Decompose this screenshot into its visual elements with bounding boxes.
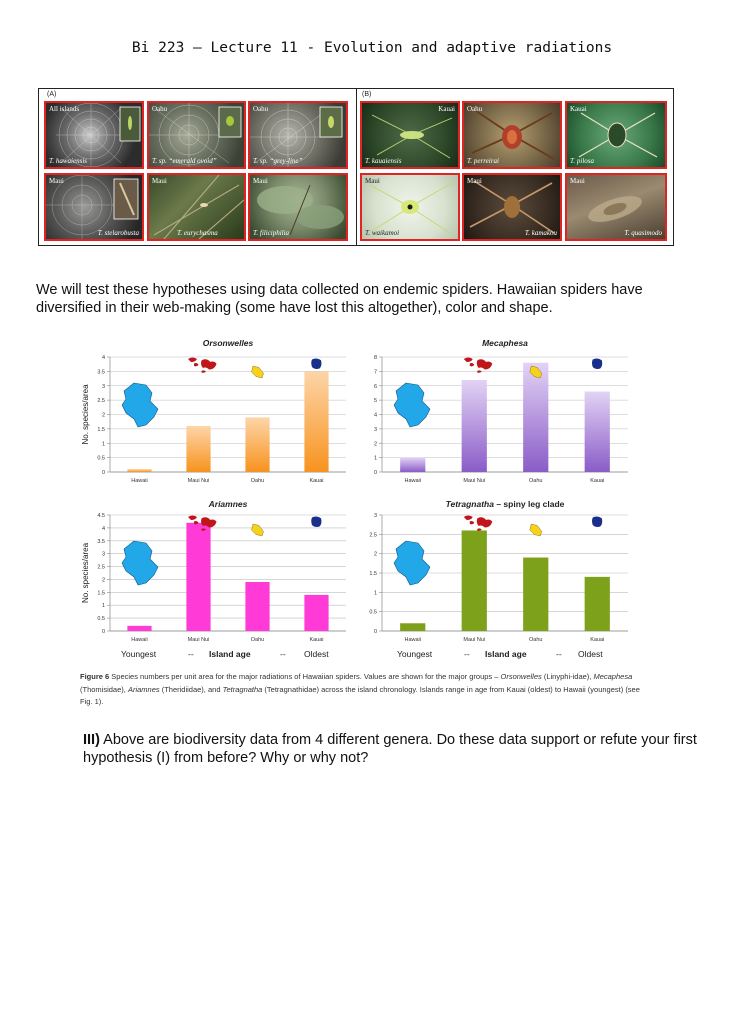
- kauai-shape: [311, 517, 321, 527]
- bar-maui-nui: [462, 380, 487, 472]
- y-tick-label: 1: [101, 603, 105, 610]
- tile-location: Kauai: [438, 105, 455, 113]
- y-tick-label: 2.5: [97, 564, 105, 571]
- photo-tile: [44, 101, 144, 169]
- label-youngest: Youngest: [121, 649, 157, 659]
- maui-shape: [477, 517, 493, 527]
- kauai-shape: [311, 359, 321, 369]
- bar-hawaii: [127, 469, 151, 472]
- y-tick-label: 0: [101, 470, 105, 476]
- lanai-shape: [470, 363, 475, 366]
- label-dash: --: [188, 649, 194, 659]
- kauai-island-icon: [311, 517, 321, 527]
- caption-genus: Mecaphesa: [593, 672, 633, 681]
- bar-hawaii: [400, 458, 425, 472]
- photo-tile: [147, 173, 246, 241]
- panel-a-label: (A): [47, 91, 57, 98]
- maui-island-icon: [464, 358, 493, 373]
- tile-location: All islands: [49, 105, 80, 113]
- chart-panel: [374, 338, 628, 484]
- tile-location: Maui: [253, 177, 268, 185]
- kauai-shape: [592, 359, 602, 369]
- chart-title: Mecaphesa: [482, 338, 528, 348]
- figure-6-charts: [70, 330, 670, 666]
- molokai-shape: [464, 358, 473, 363]
- bar-hawaii: [400, 623, 425, 631]
- tile-species: T. kamakou: [524, 229, 557, 237]
- x-tick-label: Kauai: [590, 478, 605, 484]
- tile-species: T. hawaiensis: [49, 157, 87, 165]
- page-title: Bi 223 – Lecture 11 - Evolution and adaptive radiations: [131, 40, 613, 56]
- tile-location: Oahu: [152, 105, 168, 113]
- bar-kauai: [585, 577, 610, 631]
- photo-tile: [248, 173, 348, 241]
- bar-kauai: [304, 595, 328, 631]
- y-axis-label: No. species/area: [81, 542, 90, 604]
- body-paragraph: We will test these hypotheses using data collected on endemic spiders. Hawaiian spiders have diversified in their web-making (some have lost this altogether), color and shape.: [36, 282, 643, 316]
- x-tick-label: Oahu: [529, 478, 543, 484]
- y-tick-label: 0: [373, 470, 377, 476]
- label-dash: --: [280, 649, 286, 659]
- photo-tile: [248, 101, 348, 169]
- photo-tile: [462, 101, 562, 169]
- question-iii: [83, 731, 703, 767]
- chart-title: Orsonwelles: [202, 338, 254, 348]
- y-tick-label: 1: [373, 590, 377, 597]
- tile-species: T. stelarobusta: [97, 229, 139, 237]
- x-tick-label: Oahu: [250, 637, 265, 643]
- x-tick-label: Oahu: [250, 478, 265, 484]
- y-tick-label: 0.5: [97, 455, 105, 462]
- hawaii-island-icon: [394, 383, 430, 427]
- caption-text: (Linyphi-idae),: [541, 672, 594, 681]
- bar-oahu: [523, 363, 548, 472]
- tile-location: Maui: [570, 177, 585, 185]
- label-island-age: Island age: [209, 649, 251, 659]
- y-tick-label: 1: [101, 441, 105, 448]
- tile-species: T. sp. “grey-line”: [253, 157, 303, 165]
- x-tick-label: Maui Nui: [187, 478, 210, 484]
- panel-b-label: (B): [362, 91, 372, 98]
- molokai-shape: [188, 516, 197, 521]
- lanai-shape: [194, 363, 199, 366]
- hawaii-island-icon: [394, 541, 430, 585]
- x-tick-label: Oahu: [529, 637, 543, 643]
- tile-species: T. pilosa: [570, 157, 594, 165]
- y-tick-label: 3: [101, 551, 105, 558]
- chart-panel: [369, 499, 628, 643]
- kauai-island-icon: [592, 359, 602, 369]
- bar-maui-nui: [186, 426, 210, 472]
- lanai-shape: [470, 521, 475, 524]
- hawaii-island-shape: [122, 541, 158, 585]
- kauai-shape: [592, 517, 602, 527]
- molokai-shape: [188, 358, 197, 363]
- x-tick-label: Hawaii: [404, 478, 422, 484]
- tile-species: T. quasimodo: [624, 229, 662, 237]
- tile-species: T. waikamoi: [365, 229, 400, 237]
- label-dash: --: [556, 649, 562, 659]
- x-tick-label: Maui Nui: [187, 637, 210, 643]
- caption-genus: Tetragnatha: [222, 684, 263, 694]
- hawaii-island-shape: [394, 541, 430, 585]
- tile-location: Kauai: [570, 105, 587, 113]
- photo-tile: [462, 173, 562, 241]
- x-tick-label: Kauai: [590, 637, 605, 643]
- y-tick-label: 2.5: [97, 398, 105, 405]
- y-tick-label: 2: [101, 412, 105, 419]
- oahu-shape: [252, 524, 264, 536]
- y-tick-label: 3.5: [97, 538, 105, 545]
- bar-oahu: [245, 582, 269, 631]
- x-tick-label: Kauai: [309, 478, 324, 484]
- photo-tile: [147, 101, 246, 169]
- y-tick-label: 1: [373, 455, 377, 462]
- question-label: III): [83, 732, 100, 748]
- y-tick-label: 6: [373, 383, 377, 390]
- y-tick-label: 3.5: [97, 369, 105, 376]
- y-tick-label: 4: [373, 412, 377, 419]
- y-tick-label: 7: [373, 369, 377, 376]
- y-tick-label: 0.5: [97, 616, 105, 623]
- bar-oahu: [523, 558, 548, 631]
- chart-title: Ariamnes: [208, 499, 248, 509]
- maui-shape: [201, 359, 217, 369]
- maui-shape: [477, 359, 493, 369]
- kahoolawe-shape: [477, 528, 482, 530]
- maui-island-icon: [464, 516, 493, 531]
- question-text: Above are biodiversity data from 4 different genera. Do these data support or refute your first hypothesis (I) from before? Why or why not?: [83, 732, 697, 766]
- tile-location: Maui: [49, 177, 64, 185]
- photo-tile: [360, 173, 460, 241]
- y-tick-label: 2.5: [369, 532, 377, 539]
- tile-location: Maui: [467, 177, 482, 185]
- molokai-shape: [464, 516, 473, 521]
- photo-tile: [44, 173, 144, 241]
- bar-maui-nui: [186, 523, 210, 631]
- bar-kauai: [585, 392, 610, 473]
- y-tick-label: 5: [373, 398, 377, 405]
- y-tick-label: 4: [101, 525, 105, 532]
- photo-tile: [360, 101, 460, 169]
- tile-location: Oahu: [253, 105, 269, 113]
- hawaii-island-shape: [394, 383, 430, 427]
- tile-location: Maui: [365, 177, 380, 185]
- x-tick-label: Maui Nui: [463, 637, 486, 643]
- y-tick-label: 3: [373, 513, 377, 519]
- y-tick-label: 1.5: [97, 590, 105, 597]
- tile-location: Maui: [152, 177, 167, 185]
- hawaii-island-shape: [122, 383, 158, 427]
- caption-text: (Thomisidae),: [80, 684, 128, 694]
- label-oldest: Oldest: [578, 649, 603, 659]
- label-youngest: Youngest: [397, 649, 433, 659]
- bar-maui-nui: [462, 530, 487, 631]
- bar-oahu: [245, 417, 269, 472]
- y-tick-label: 3: [373, 426, 377, 433]
- caption-text: Species numbers per unit area for the major radiations of Hawaiian spiders. Values are shown for the major groups –: [109, 672, 501, 681]
- bar-kauai: [304, 371, 328, 472]
- maui-island-icon: [188, 358, 217, 373]
- hawaii-island-icon: [122, 383, 158, 427]
- y-tick-label: 2: [373, 551, 377, 558]
- kauai-island-icon: [311, 359, 321, 369]
- y-tick-label: 1.5: [97, 426, 105, 433]
- caption-text: (Theridiidae), and: [159, 684, 223, 694]
- caption-label: Figure 6: [80, 672, 110, 681]
- chart-panel: [81, 338, 346, 484]
- x-tick-label: Hawaii: [131, 478, 148, 484]
- bar-hawaii: [127, 626, 151, 631]
- hawaii-island-icon: [122, 541, 158, 585]
- tile-species: T. perreirai: [467, 157, 499, 165]
- caption-genus: Ariamnes: [127, 684, 160, 694]
- y-tick-label: 4.5: [97, 513, 105, 519]
- caption-text: (Tetragnathidae) across the island chronology. Islands range in age from Kauai (oldest) to Hawaii (youngest) (see Fig. 1).: [80, 684, 640, 706]
- chart-title: Tetragnatha – spiny leg clade: [445, 499, 565, 509]
- y-tick-label: 2: [101, 577, 105, 584]
- label-oldest: Oldest: [304, 649, 329, 659]
- tile-species: T. sp. “emerald ovoid”: [152, 157, 217, 165]
- kahoolawe-shape: [202, 370, 207, 372]
- y-tick-label: 0: [373, 629, 377, 635]
- photo-tile: [565, 173, 667, 241]
- y-tick-label: 0.5: [369, 609, 377, 616]
- x-tick-label: Hawaii: [404, 637, 422, 643]
- x-tick-label: Hawaii: [131, 637, 148, 643]
- oahu-island-icon: [252, 524, 264, 536]
- y-tick-label: 3: [101, 383, 105, 390]
- tile-species: T. eurychasma: [177, 229, 218, 237]
- tile-location: Oahu: [467, 105, 483, 113]
- chart-title-suffix: – spiny leg clade: [493, 499, 565, 509]
- x-tick-label: Maui Nui: [463, 478, 486, 484]
- y-tick-label: 2: [373, 441, 377, 448]
- kauai-island-icon: [592, 517, 602, 527]
- label-island-age: Island age: [485, 649, 527, 659]
- oahu-island-icon: [252, 366, 264, 378]
- figure-caption: [80, 671, 640, 709]
- y-axis-label: No. species/area: [81, 384, 90, 445]
- photo-tile: [565, 101, 667, 169]
- tile-species: T. filiciphilia: [253, 229, 290, 237]
- oahu-shape: [252, 366, 264, 378]
- y-tick-label: 8: [373, 355, 377, 361]
- tile-species: T. kauaiensis: [365, 157, 402, 165]
- y-tick-label: 0: [101, 629, 105, 635]
- kahoolawe-shape: [477, 370, 482, 372]
- y-tick-label: 4: [101, 355, 105, 361]
- label-dash: --: [464, 649, 470, 659]
- chart-panel: [81, 499, 346, 643]
- y-tick-label: 1.5: [369, 571, 377, 577]
- caption-genus: Orsonwelles: [500, 672, 542, 681]
- x-tick-label: Kauai: [309, 637, 324, 643]
